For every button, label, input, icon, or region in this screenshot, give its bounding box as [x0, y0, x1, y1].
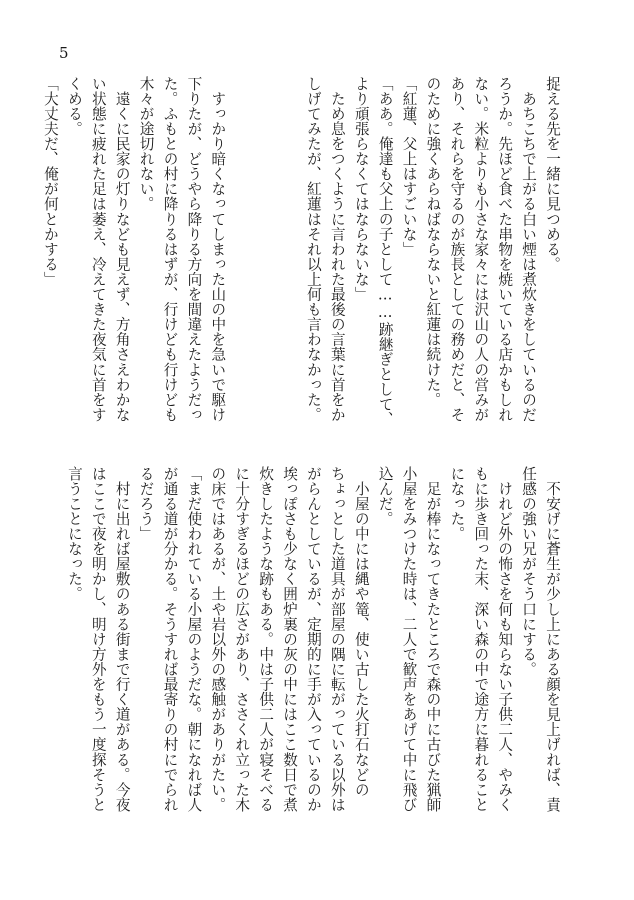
- text-line: ため息をつくように言われた最後の言葉に首をか: [328, 76, 346, 423]
- text-line: けれど外の怖さを何も知らない子供二人、やみく: [496, 466, 514, 813]
- text-line: がらんとしているが、定期的に手が入っているのか: [304, 466, 322, 813]
- text-line: あちこちで上がる白い煙は煮炊きをしているのだ: [520, 76, 538, 423]
- text-line: ない。米粒よりも小さな家々には沢山の人の営みが: [472, 76, 490, 423]
- text-line: 「ああ。俺達も父上の子として……跡継ぎとして、: [376, 76, 394, 427]
- text-line: 「まだ使われている小屋のようだな。朝になれば人: [185, 466, 203, 813]
- text-line: 炊きしたような跡もある。中は子供二人が寝そべる: [257, 466, 275, 813]
- text-line: すっかり暗くなってしまった山の中を急いで駆け: [209, 76, 227, 423]
- text-line: の床ではあるが、土や岩以外の感触がありがたい。: [209, 466, 227, 813]
- text-line: ちょっとした道具が部屋の隅に転がっている以外は: [328, 466, 346, 813]
- text-block-bottom: [62, 466, 564, 846]
- text-line: 木々が途切れない。: [137, 76, 155, 212]
- text-line: になった。: [448, 466, 466, 542]
- text-line: 足が棒になってきたところで森の中に古びた猟師: [424, 466, 442, 813]
- text-line: 下りたが、どうやら降りる方向を間違えたようだっ: [185, 76, 203, 423]
- text-line: るだろう」: [137, 466, 155, 542]
- text-line: [277, 76, 301, 456]
- text-line: い状態に疲れた足は萎え、冷えてきた夜気に首をす: [89, 76, 107, 423]
- text-line: はここで夜を明かし、明け方外をもう一度探そうと: [89, 466, 107, 813]
- text-line: 村に出れば屋敷のある街まで行く道がある。今夜: [113, 466, 131, 813]
- text-line: 込んだ。: [376, 466, 394, 527]
- text-line: 「紅蓮、父上はすごいな」: [400, 76, 418, 257]
- text-line: のために強くあらねばならないと紅蓮は続けた。: [424, 76, 442, 408]
- text-block-top: [38, 76, 564, 456]
- text-line: 小屋の中には縄や篭、使い古した火打石などの: [352, 466, 370, 798]
- text-line: 不安げに蒼生が少し上にある顔を見上げれば、責: [544, 466, 561, 813]
- text-line: より頑張らなくてはならないな」: [352, 76, 370, 302]
- text-line: [253, 76, 277, 456]
- text-line: [229, 76, 253, 456]
- text-line: しげてみたが、紅蓮はそれ以上何も言わなかった。: [304, 76, 322, 423]
- text-line: あり、それらを守るのが族長としての務めだと、そ: [448, 76, 466, 423]
- text-line: た。ふもとの村に降りるはずが、行けども行けども: [161, 76, 179, 423]
- text-line: 捉える先を一緒に見つめる。: [544, 76, 561, 272]
- page-number: 5: [59, 44, 69, 62]
- text-line: 小屋をみつけた時は、二人で歓声をあげて中に飛び: [400, 466, 418, 813]
- text-line: 「大丈夫だ、俺が何とかする」: [41, 76, 59, 287]
- text-line: 埃っぽさも少なく囲炉裏の灰の中にはここ数日で煮: [281, 466, 299, 813]
- text-line: 遠くに民家の灯りなども見えず、方角さえわかな: [113, 76, 131, 423]
- text-line: に十分すぎるほどの広さがあり、ささくれ立った木: [233, 466, 251, 813]
- text-line: ろうか。先ほど食べた串物を焼いている店かもしれ: [496, 76, 514, 423]
- text-line: 任感の強い兄がそう口にする。: [520, 466, 538, 677]
- text-line: 言うことになった。: [65, 466, 83, 602]
- text-line: くめる。: [65, 76, 83, 137]
- text-line: もに歩き回った末、深い森の中で途方に暮れること: [472, 466, 490, 813]
- text-line: が通る道が分かる。そうすれば最寄りの村にでられ: [161, 466, 179, 813]
